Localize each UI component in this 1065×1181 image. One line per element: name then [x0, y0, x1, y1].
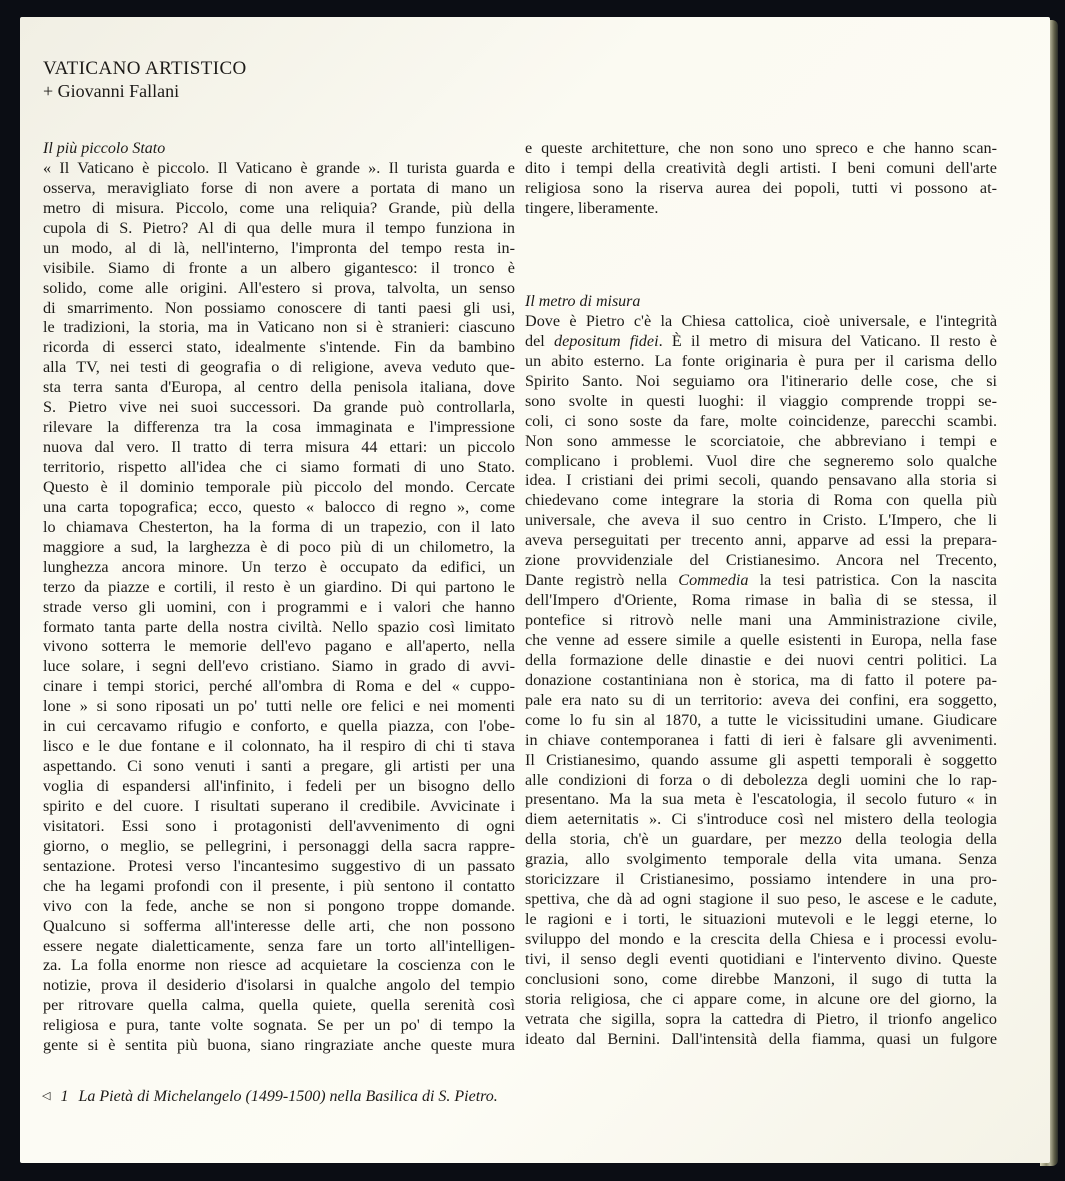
text-line: territorio, rispetto all'idea che ci siamo formati di uno Stato. — [43, 458, 515, 477]
text-line: Il Cristianesimo, quando assume gli aspetti temporali è soggetto — [525, 750, 997, 769]
text-line: complicano i problemi. Vuol dire che segneremo solo qualche — [525, 451, 997, 470]
text-line: una carta topografica; ecco, questo « balocco di regno », come — [43, 497, 515, 516]
text-line: cinare i tempi storici, perché all'ombra di Roma e del « cuppo- — [43, 677, 515, 696]
italic-term: Commedia — [678, 571, 749, 590]
text-line: della storia, ch'è un guardare, per mezzo della teologia della — [525, 830, 997, 849]
text-line: pontefice si ritrovò nelle mani una Amministrazione civile, — [525, 611, 997, 630]
figure-pointer-icon: ◁ — [42, 1090, 51, 1102]
text-line: conclusioni sono, come direbbe Manzoni, il sugo di tutta la — [525, 969, 997, 988]
text-line: idea. I cristiani dei primi secoli, quando pensavano alla storia si — [525, 471, 997, 490]
text-line: dell'Impero d'Oriente, Roma rimase in balìa di se stessa, il — [525, 591, 997, 610]
text-line: Spirito Santo. Noi seguiamo ora l'itinerario delle cose, che si — [525, 371, 997, 390]
text-line: essere negate dialetticamente, senza fare un torto all'intelligen- — [43, 936, 515, 955]
text-line: che ha legami profondi con il presente, i più sentono il contatto — [43, 876, 515, 895]
text-line: un modo, al di là, nell'interno, l'impronta del tempo resta in- — [43, 238, 515, 257]
article-title: VATICANO ARTISTICO — [43, 58, 247, 79]
text-line: vivono sotterra le memorie dell'evo pagano e all'aperto, nella — [43, 637, 515, 656]
text-line: solido, come alle origini. All'estero si prova, talvolta, un senso — [43, 278, 515, 297]
text-line: storia religiosa, che ci appare come, in alcune ore del giorno, la — [525, 989, 997, 1008]
text-line: nuova dal vero. Il tratto di terra misura 44 ettari: un piccolo — [43, 438, 515, 457]
text-line: Non sono ammesse le scorciatoie, che abbreviano i tempi e — [525, 431, 997, 450]
text-line: come lo fu sin al 1870, a tutte le vicissitudini umane. Giudicare — [525, 710, 997, 729]
text-line: un abito esterno. La fonte originaria è pura per il carisma dello — [525, 351, 997, 370]
text-line: aspettando. Ci sono venuti i santi a pregare, gli artisti per una — [43, 757, 515, 776]
text-line: lisco e le due fontane e il colonnato, ha il respiro di chi ti stava — [43, 737, 515, 756]
figure-number: 1 — [60, 1088, 69, 1105]
text-line: maggiore a sud, la larghezza è di poco più di un chilometro, la — [43, 537, 515, 556]
text-line: che venne ad essere simile a quelle esistenti in Europa, nella fase — [525, 630, 997, 649]
text-line: za. La folla enorme non riesce ad acquietare la coscienza con le — [43, 956, 515, 975]
text-line: visitatori. Essi sono i protagonisti dell'avvenimento di ogni — [43, 816, 515, 835]
text-line: pale era nato su di un territorio: aveva dei confini, era soggetto, — [525, 690, 997, 709]
text-line: sono svolte in questi luoghi: il viaggio comprende troppi se- — [525, 391, 997, 410]
section-title-metro-di-misura: Il metro di misura — [525, 293, 641, 310]
text-line: tivi, il senso degli eventi quotidiani e l'intervento divino. Queste — [525, 949, 997, 968]
text-line: dito i tempi della creatività degli artisti. I beni comuni dell'arte — [525, 158, 997, 177]
text-line: sentazione. Protesi verso l'incantesimo suggestivo di un passato — [43, 856, 515, 875]
section-body-piu-piccolo-stato — [43, 159, 515, 1056]
text-line: vivo con la fede, anche se non si pongono troppe domande. — [43, 896, 515, 915]
section-body-continuation — [525, 139, 997, 219]
text-line: visibile. Siamo di fronte a un albero gigantesco: il tronco è — [43, 258, 515, 277]
text-line: metro di misura. Piccolo, come una reliquia? Grande, più della — [43, 198, 515, 217]
section-title-piu-piccolo-stato: Il più piccolo Stato — [43, 140, 166, 157]
text-line: aveva perseguitati per trecento anni, apparve ad essi la prepara- — [525, 531, 997, 550]
text-line: tingere, liberamente. — [525, 198, 659, 217]
italic-term: depositum fidei — [554, 331, 659, 350]
text-line: religiosa e pura, tante volte sognata. Se per un po' di tempo la — [43, 1016, 515, 1035]
text-line: Dante registrò nella Commedia la tesi patristica. Con la nascita — [525, 571, 997, 590]
text-line: in cui cercavamo rifugio e conforto, e quella piazza, con l'obe- — [43, 717, 515, 736]
text-line: le ragioni e i torti, le situazioni mutevoli e le leggi eterne, lo — [525, 910, 997, 929]
text-line: notizie, prova il desiderio d'isolarsi in qualche angolo del tempio — [43, 976, 515, 995]
text-line: sviluppo del mondo e la crescita della Chiesa e i processi evolu- — [525, 930, 997, 949]
right-column-continuation — [525, 139, 997, 219]
text-line: della formazione delle dinastie e dei nuovi centri politici. La — [525, 650, 997, 669]
text-line: alle condizioni di forza o di debolezza degli uomini che lo rap- — [525, 770, 997, 789]
text-line: in chiave contemporanea i fatti di ieri è falsare gli avvenimenti. — [525, 730, 997, 749]
text-line: storicizzare il Cristianesimo, possiamo intendere in una pro- — [525, 870, 997, 889]
text-line: giorno, o meglio, se pellegrini, i personaggi della sacra rappre- — [43, 836, 515, 855]
figure-caption-text: La Pietà di Michelangelo (1499-1500) nella Basilica di S. Pietro. — [78, 1088, 498, 1105]
text-line: zione provvidenziale del Cristianesimo. Ancora nel Trecento, — [525, 551, 997, 570]
text-line: Qualcuno si sofferma all'interesse delle arti, che non possono — [43, 916, 515, 935]
text-line: le tradizioni, la storia, ma in Vaticano non si è stranieri: ciascuno — [43, 318, 515, 337]
text-line: terzo da piazze e cortili, il resto è un giardino. Di qui partono le — [43, 577, 515, 596]
article-author: + Giovanni Fallani — [43, 81, 180, 101]
text-line: per ritrovare quella calma, quella quiete, quella serenità così — [43, 996, 515, 1015]
text-line: grazia, allo svolgimento temporale della vita umana. Senza — [525, 850, 997, 869]
text-line: S. Pietro vive nei suoi successori. Da grande può controllarla, — [43, 398, 515, 417]
text-line: universale, che aveva il suo centro in Cristo. L'Impero, che li — [525, 511, 997, 530]
text-line: presentano. Ma la sua meta è l'escatologia, il secolo futuro « in — [525, 790, 997, 809]
text-line: Dove è Pietro c'è la Chiesa cattolica, cioè universale, e l'integrità — [525, 311, 997, 330]
text-line: del depositum fidei. È il metro di misura del Vaticano. Il resto è — [525, 331, 997, 350]
text-line: strade verso gli uomini, con i programmi e i valori che hanno — [43, 597, 515, 616]
text-line: gente si è sentita più buona, siano ringraziate anche queste mura — [43, 1036, 515, 1055]
text-line: vetrata che sigilla, sopra la cattedra di Pietro, il trionfo angelico — [525, 1009, 997, 1028]
text-line: ideato dal Bernini. Dall'intensità della fiamma, quasi un fulgore — [525, 1029, 997, 1048]
text-line: spettiva, che dà ad ogni stagione il suo peso, le ascese e le cadute, — [525, 890, 997, 909]
text-line: sta terra santa d'Europa, al centro della penisola italiana, dove — [43, 378, 515, 397]
text-line: spirito e del cuore. I risultati superano il credibile. Avvicinate i — [43, 796, 515, 815]
text-line: religiosa sono la riserva aurea dei popoli, tutti vi possono at- — [525, 178, 997, 197]
text-line: chiedevano come integrare la storia di Roma con quella più — [525, 491, 997, 510]
right-column — [525, 292, 997, 1050]
text-line: coli, ci sono soste da fare, molte coincidenze, parecchi scambi. — [525, 411, 997, 430]
left-column — [43, 139, 515, 1056]
text-line: lunghezza ancora minore. Un terzo è occupato da edifici, un — [43, 557, 515, 576]
section-body-metro-di-misura — [525, 312, 997, 1050]
text-line: donazione costantiniana non è storica, ma di fatto il potere pa- — [525, 670, 997, 689]
article-header — [43, 58, 247, 102]
text-line: alla TV, nei testi di geografia o di religione, aveva veduto que- — [43, 358, 515, 377]
text-line: osserva, meravigliato forse di non avere a portata di mano un — [43, 178, 515, 197]
figure-caption — [42, 1086, 498, 1107]
text-line: luce solare, i segni dell'evo cristiano. Siamo in grado di avvi- — [43, 657, 515, 676]
text-line: formato tanta parte della nostra civiltà. Nello spazio così limitato — [43, 617, 515, 636]
text-line: voglia di espandersi all'infinito, i fedeli per un bisogno dello — [43, 777, 515, 796]
text-line: di smarrimento. Non possiamo conoscere di tanti paesi gli usi, — [43, 298, 515, 317]
text-line: « Il Vaticano è piccolo. Il Vaticano è grande ». Il turista guarda e — [43, 158, 515, 177]
text-line: e queste architetture, che non sono uno spreco e che hanno scan- — [525, 139, 997, 157]
text-line: lo chiamava Chesterton, ha la forma di un trapezio, con il lato — [43, 517, 515, 536]
text-line: lone » si sono riposati un po' tutti nelle ore felici e nei momenti — [43, 697, 515, 716]
text-line: diem aeternitatis ». Ci s'introduce così nel mistero della teologia — [525, 810, 997, 829]
text-line: rilevare la differenza tra la cosa immaginata e l'impressione — [43, 418, 515, 437]
text-line: cupola di S. Pietro? Al di qua delle mura il tempo funziona in — [43, 218, 515, 237]
text-line: Questo è il dominio temporale più piccolo del mondo. Cercate — [43, 477, 515, 496]
text-line: ricorda di esserci stato, idealmente s'intende. Fin da bambino — [43, 338, 515, 357]
